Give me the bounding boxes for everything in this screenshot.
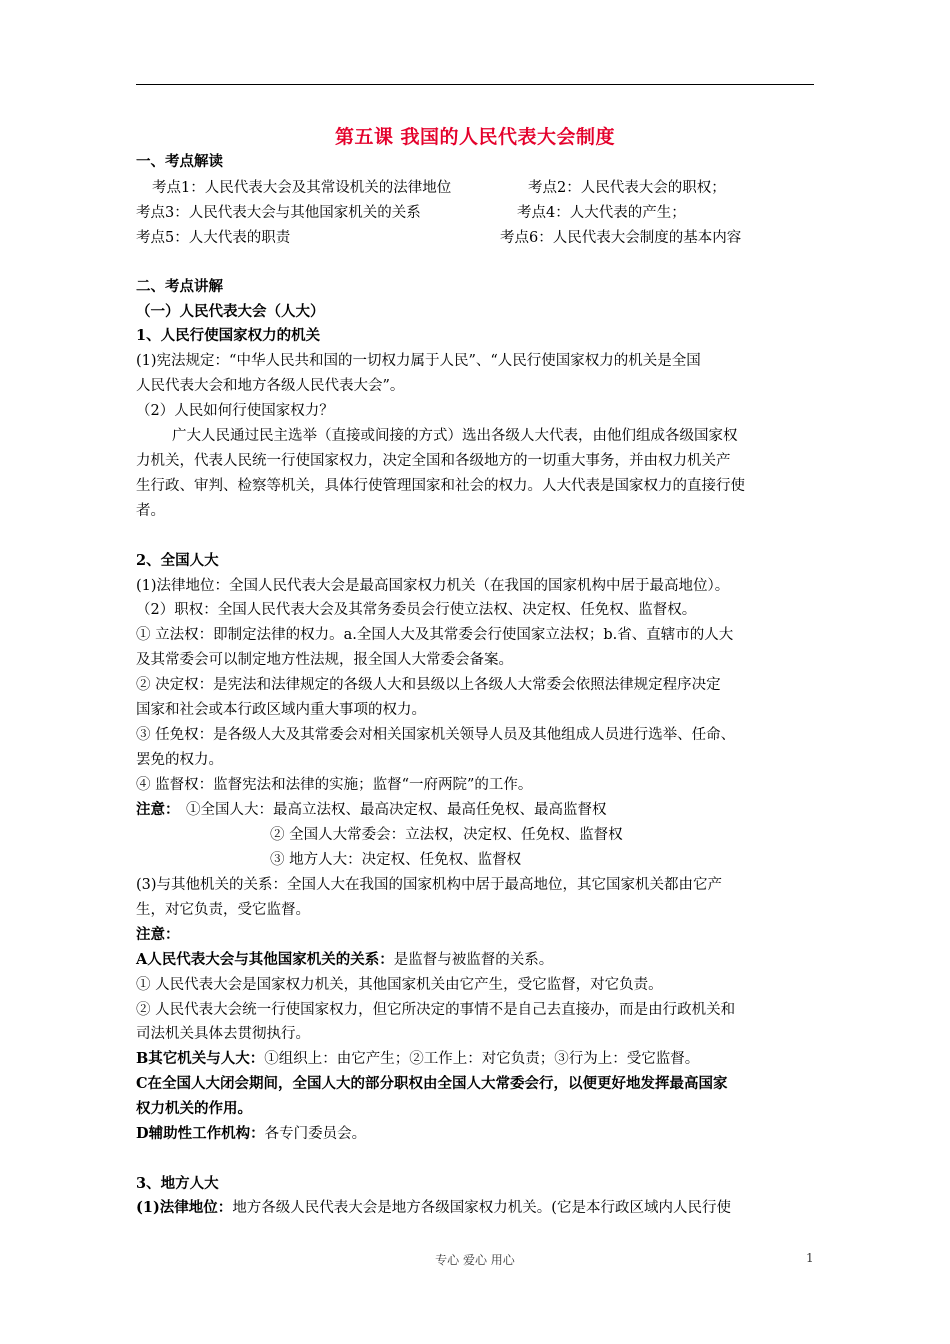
key-point-1: 考点1：人民代表大会及其常设机关的法律地位 [152, 180, 452, 196]
body-text: 广大人民通过民主选举（直接或间接的方式）选出各级人大代表，由他们组成各级国家权 [172, 428, 738, 444]
key-point-2: 考点2：人民代表大会的职权； [528, 180, 726, 196]
body-text: (1)法律地位：全国人民代表大会是最高国家权力机关（在我国的国家机构中居于最高地位）。 [136, 578, 730, 594]
key-point-3: 考点3：人民代表大会与其他国家机关的关系 [136, 205, 421, 221]
body-text: 人民代表大会和地方各级人民代表大会”。 [136, 378, 405, 394]
page-title: 第五课 我国的人民代表大会制度 [334, 126, 616, 148]
note-label: 注意： [136, 801, 180, 818]
body-text: (1)宪法规定：“中华人民共和国的一切权力属于人民”、“人民行使国家权力的机关是全国 [136, 353, 701, 369]
section-heading: 二、考点讲解 [136, 278, 223, 295]
body-text [136, 1198, 731, 1218]
body-text: 国家和社会或本行政区域内重大事项的权力。 [136, 702, 426, 718]
body-text: ① 人民代表大会是国家权力机关，其他国家机关由它产生，受它监督，对它负责。 [136, 977, 663, 993]
body-text: 司法机关具体去贯彻执行。 [136, 1026, 310, 1042]
note-d [136, 1124, 366, 1144]
key-point-5: 考点5：人大代表的职责 [136, 230, 291, 246]
note-d-text: 各专门委员会。 [264, 1126, 367, 1142]
note-a [136, 950, 553, 970]
body-text: 生，对它负责，受它监督。 [136, 902, 310, 918]
body-text: (3)与其他机关的关系：全国人大在我国的国家机构中居于最高地位，其它国家机关都由它产 [136, 877, 723, 893]
note-b-text: ①组织上：由它产生；②工作上：对它负责；③行为上：受它监督。 [264, 1051, 700, 1067]
point-heading: 1、人民行使国家权力的机关 [136, 327, 321, 344]
key-point-4: 考点4：人大代表的产生； [517, 205, 686, 221]
note-a-text: 是监督与被监督的关系。 [393, 952, 554, 968]
section-heading: 一、考点解读 [136, 153, 223, 170]
note-label: 注意： [136, 926, 180, 943]
p3-lead: (1)法律地位： [136, 1199, 233, 1216]
note-c: 权力机关的作用。 [136, 1100, 252, 1117]
page-footer: 专心 爱心 用心 [435, 1253, 515, 1267]
body-text: ① 立法权：即制定法律的权力。a.全国人大及其常委会行使国家立法权；b.省、直辖市的人大 [136, 627, 734, 643]
note-d-lead: D辅助性工作机构： [136, 1125, 265, 1142]
body-text: ② 决定权：是宪法和法律规定的各级人大和县级以上各级人大常委会依照法律规定程序决定 [136, 677, 721, 693]
note-b [136, 1049, 699, 1069]
p3-text: 地方各级人民代表大会是地方各级国家权力机关。(它是本行政区域内人民行使 [232, 1200, 731, 1216]
header-rule [136, 84, 814, 85]
subsection-heading: （一）人民代表大会（人大） [136, 303, 325, 320]
page-number: 1 [806, 1251, 814, 1265]
key-point-6: 考点6：人民代表大会制度的基本内容 [500, 230, 742, 246]
body-text: 及其常委会可以制定地方性法规，报全国人大常委会备案。 [136, 652, 513, 668]
note-b-lead: B其它机关与人大： [136, 1050, 265, 1067]
body-text: （2）人民如何行使国家权力？ [136, 403, 334, 419]
body-text: ② 人民代表大会统一行使国家权力，但它所决定的事情不是自己去直接办，而是由行政机关和 [136, 1002, 736, 1018]
note-item: ③ 地方人大：决定权、任免权、监督权 [270, 852, 522, 868]
point-heading: 3、地方人大 [136, 1175, 219, 1192]
body-text: ③ 任免权：是各级人大及其常委会对相关国家机关领导人员及其他组成人员进行选举、任命、 [136, 727, 736, 743]
point-heading: 2、全国人大 [136, 552, 219, 569]
body-text: 罢免的权力。 [136, 752, 223, 768]
body-text: 力机关，代表人民统一行使国家权力，决定全国和各级地方的一切重大事务，并由权力机关产 [136, 453, 731, 469]
note-item: ①全国人大：最高立法权、最高决定权、最高任免权、最高监督权 [186, 802, 607, 818]
note-a-lead: A人民代表大会与其他国家机关的关系： [136, 951, 394, 968]
body-text: ④ 监督权：监督宪法和法律的实施；监督“一府两院”的工作。 [136, 777, 533, 793]
body-text: 生行政、审判、检察等机关，具体行使管理国家和社会的权力。人大代表是国家权力的直接行使 [136, 478, 745, 494]
body-text: （2）职权：全国人民代表大会及其常务委员会行使立法权、决定权、任免权、监督权。 [136, 602, 697, 618]
note-c: C在全国人大闭会期间，全国人大的部分职权由全国人大常委会行，以便更好地发挥最高国家 [136, 1075, 728, 1092]
body-text: 者。 [136, 503, 165, 519]
note-item: ② 全国人大常委会：立法权，决定权、任免权、监督权 [270, 827, 623, 843]
